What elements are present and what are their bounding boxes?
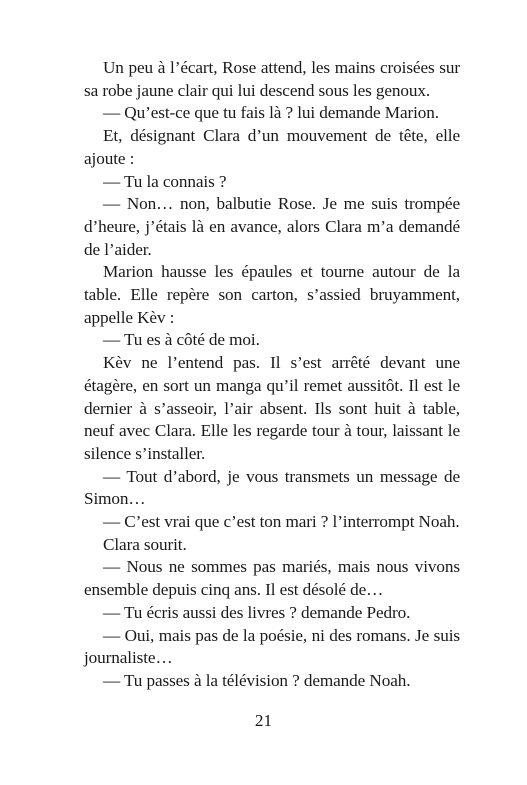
paragraph: — Tout d’abord, je vous transmets un message de Simon… <box>84 466 460 509</box>
body-text <box>84 57 460 693</box>
paragraph: Kèv ne l’entend pas. Il s’est arrêté devant une étagère, en sort un manga qu’il remet aussitôt. Il est le dernier à s’asseoir, l’air absent. Ils sont huit à table, neuf avec Clara. Elle les regarde tour à tour, laissant le silence s’installer. <box>84 353 460 463</box>
paragraph: Un peu à l’écart, Rose attend, les mains croisées sur sa robe jaune clair qui lui descend sous les genoux. <box>84 58 460 100</box>
paragraph: — Tu écris aussi des livres ? demande Pedro. <box>103 602 411 622</box>
paragraph: — Non… non, balbutie Rose. Je me suis trompée d’heure, j’étais là en avance, alors Clara m’a demandé de l’aider. <box>84 194 460 259</box>
paragraph: — Nous ne sommes pas mariés, mais nous vivons ensemble depuis cinq ans. Il est désolé de… <box>84 557 460 600</box>
page-number: 21 <box>254 711 273 730</box>
paragraph: — Oui, mais pas de la poésie, ni des romans. Je suis journaliste… <box>84 625 460 668</box>
paragraph: — Tu passes à la télévision ? demande Noah. <box>103 670 411 690</box>
paragraph: — Tu es à côté de moi. <box>103 330 260 350</box>
paragraph: — C’est vrai que c’est ton mari ? l’interrompt Noah. <box>103 512 460 532</box>
paragraph: Et, désignant Clara d’un mouvement de tête, elle ajoute : <box>84 126 460 168</box>
paragraph: Marion hausse les épaules et tourne autour de la table. Elle repère son carton, s’assied bruyamment, appelle Kèv : <box>84 262 460 327</box>
paragraph: — Tu la connais ? <box>103 171 227 191</box>
paragraph: Clara sourit. <box>103 534 187 554</box>
paragraph: — Qu’est-ce que tu fais là ? lui demande Marion. <box>103 103 439 123</box>
